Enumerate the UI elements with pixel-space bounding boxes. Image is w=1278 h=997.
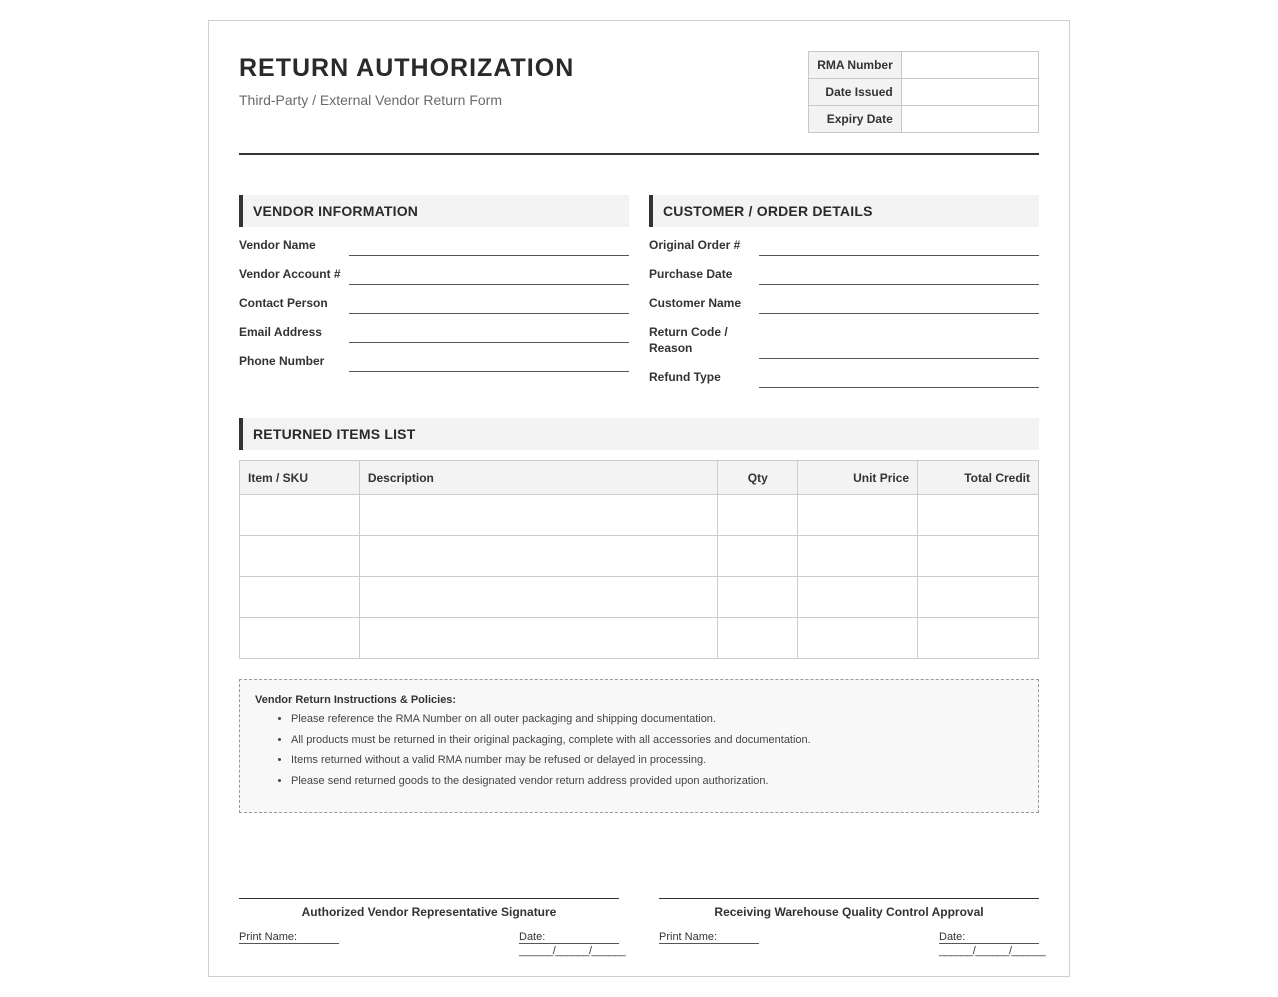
date-label: Date: [519, 931, 546, 943]
vendor-section-heading: VENDOR INFORMATION [239, 195, 629, 227]
col-header-qty: Qty [718, 461, 798, 495]
return-reason-row [649, 324, 1039, 359]
date-group [519, 931, 625, 957]
date-field[interactable] [519, 931, 619, 944]
item-sku-cell[interactable] [240, 536, 360, 577]
date-label: Date: [939, 931, 966, 943]
table-row [240, 495, 1039, 536]
email-address-field[interactable] [349, 324, 629, 343]
total-credit-cell[interactable] [918, 495, 1039, 536]
list-item: • Please reference the RMA Number on all outer packaging and shipping documentation. [291, 712, 1023, 726]
total-credit-cell[interactable] [918, 536, 1039, 577]
item-sku-cell[interactable] [240, 618, 360, 659]
vendor-signature-line[interactable] [239, 898, 619, 899]
return-reason-field[interactable] [759, 324, 1039, 359]
print-name-group [659, 931, 759, 944]
warehouse-signature-line[interactable] [659, 898, 1039, 899]
meta-row-rma-number [809, 52, 1039, 79]
vendor-name-row [239, 237, 629, 256]
item-sku-cell[interactable] [240, 577, 360, 618]
vendor-name-field[interactable] [349, 237, 629, 256]
description-cell[interactable] [359, 577, 717, 618]
description-cell[interactable] [359, 618, 717, 659]
form-subtitle: Third-Party / External Vendor Return Form [239, 92, 502, 108]
table-header-row [240, 461, 1039, 495]
col-header-item-sku: Item / SKU [240, 461, 360, 495]
form-title: RETURN AUTHORIZATION [239, 54, 575, 82]
instructions-box [239, 679, 1039, 813]
date-issued-field[interactable] [901, 79, 1038, 106]
vendor-signature-block [239, 898, 626, 957]
meta-row-expiry-date [809, 106, 1039, 133]
list-item: • Please send returned goods to the designated vendor return address provided upon authorization. [291, 774, 1023, 788]
vendor-account-row [239, 266, 629, 285]
form-content [239, 21, 1046, 976]
rma-number-field[interactable] [901, 52, 1038, 79]
print-name-label: Print Name: [659, 931, 718, 943]
qty-cell[interactable] [718, 536, 798, 577]
instructions-title: Vendor Return Instructions & Policies: [255, 694, 457, 706]
unit-price-cell[interactable] [798, 495, 918, 536]
total-credit-cell[interactable] [918, 577, 1039, 618]
description-cell[interactable] [359, 495, 717, 536]
print-name-field[interactable] [659, 931, 759, 944]
date-group [939, 931, 1045, 957]
refund-type-field[interactable] [759, 369, 1039, 388]
field-label: Purchase Date [649, 267, 733, 281]
customer-name-row [649, 295, 1039, 314]
field-label: Vendor Name [239, 238, 316, 252]
list-item: • All products must be returned in their original packaging, complete with all accessories and documentation. [291, 733, 1023, 747]
unit-price-cell[interactable] [798, 577, 918, 618]
items-section-heading: RETURNED ITEMS LIST [239, 418, 1039, 450]
form-page [208, 20, 1070, 977]
expiry-date-field[interactable] [901, 106, 1038, 133]
signature-title: Receiving Warehouse Quality Control Approval [714, 905, 984, 919]
total-credit-cell[interactable] [918, 618, 1039, 659]
contact-person-row [239, 295, 629, 314]
contact-person-field[interactable] [349, 295, 629, 314]
refund-type-row [649, 369, 1039, 388]
print-name-group [239, 931, 339, 944]
signature-title: Authorized Vendor Representative Signature [301, 905, 557, 919]
col-header-description: Description [359, 461, 717, 495]
col-header-total-credit: Total Credit [918, 461, 1039, 495]
col-header-unit-price: Unit Price [798, 461, 918, 495]
field-label: Email Address [239, 325, 322, 339]
original-order-field[interactable] [759, 237, 1039, 256]
unit-price-cell[interactable] [798, 536, 918, 577]
date-mask: ______/______/______ [939, 945, 1046, 957]
purchase-date-field[interactable] [759, 266, 1039, 285]
field-label: Vendor Account # [239, 267, 341, 281]
qty-cell[interactable] [718, 577, 798, 618]
field-label: Original Order # [649, 238, 741, 252]
field-label: Phone Number [239, 354, 325, 368]
field-label: Customer Name [649, 296, 742, 310]
customer-name-field[interactable] [759, 295, 1039, 314]
customer-section-heading: CUSTOMER / ORDER DETAILS [649, 195, 1039, 227]
original-order-row [649, 237, 1039, 256]
list-item: • Items returned without a valid RMA number may be refused or delayed in processing. [291, 753, 1023, 767]
vendor-account-field[interactable] [349, 266, 629, 285]
table-row [240, 618, 1039, 659]
phone-number-field[interactable] [349, 353, 629, 372]
print-name-label: Print Name: [239, 931, 298, 943]
field-label: Refund Type [649, 370, 721, 384]
date-mask: ______/______/______ [519, 945, 626, 957]
table-row [240, 536, 1039, 577]
header-divider [239, 153, 1039, 155]
qty-cell[interactable] [718, 618, 798, 659]
field-label: Return Code / Reason [649, 325, 728, 355]
meta-label: RMA Number [809, 52, 902, 79]
instructions-list [255, 712, 1023, 788]
returned-items-table [239, 460, 1039, 659]
field-label: Contact Person [239, 296, 328, 310]
description-cell[interactable] [359, 536, 717, 577]
meta-label: Expiry Date [809, 106, 902, 133]
rma-meta-table [808, 51, 1039, 133]
date-field[interactable] [939, 931, 1039, 944]
meta-label: Date Issued [809, 79, 902, 106]
purchase-date-row [649, 266, 1039, 285]
item-sku-cell[interactable] [240, 495, 360, 536]
phone-number-row [239, 353, 629, 372]
warehouse-approval-block [659, 898, 1046, 957]
email-address-row [239, 324, 629, 343]
qty-cell[interactable] [718, 495, 798, 536]
unit-price-cell[interactable] [798, 618, 918, 659]
print-name-field[interactable] [239, 931, 339, 944]
meta-row-date-issued [809, 79, 1039, 106]
table-row [240, 577, 1039, 618]
